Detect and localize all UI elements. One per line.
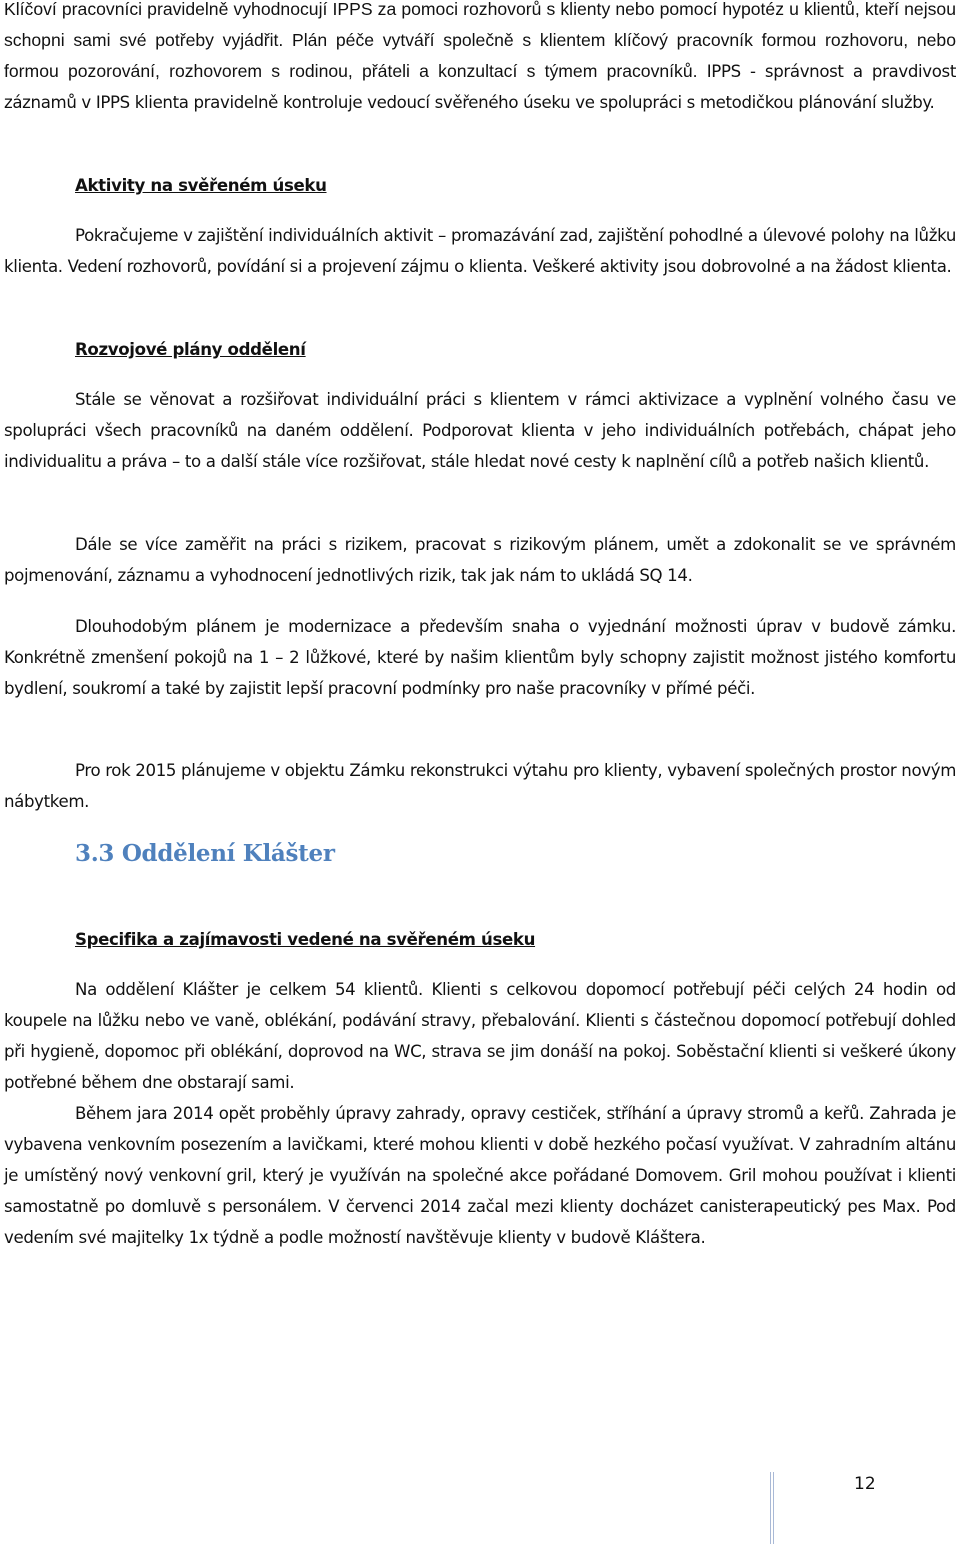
paragraph-ipps-text: IPPS - správnost a pravdivost záznamů v IPPS klienta pravidelně kontroluje vedoucí svěřeného úseku ve spolupráci s metodičkou plánování služby.	[4, 62, 957, 112]
paragraph-specifika-1: Na oddělení Klášter je celkem 54 klientů. Klienti s celkovou dopomocí potřebují péči celých 24 hodin od koupele na lůžku nebo ve vaně, oblékání, podávání stravy, přebalování. Klienti s částečnou dopomocí potřebují dohled při hygieně, dopomoc při oblékání, doprovod na WC, strava se jim donáší na pokoj. Soběstační klienti si veškeré úkony potřebné během dne obstarají sami.	[4, 980, 956, 1092]
heading-aktivity: Aktivity na svěřeném úseku	[75, 176, 327, 195]
paragraph-rozvoj-4: Pro rok 2015 plánujeme v objektu Zámku rekonstrukci výtahu pro klienty, vybavení společných prostor novým nábytkem.	[4, 761, 957, 811]
paragraph-intro	[4, 0, 956, 118]
paragraph-aktivity: Pokračujeme v zajištění individuálních aktivit – promazávání zad, zajištění pohodlné a úlevové polohy na lůžku klienta. Vedení rozhovorů, povídání si a projevení zájmu o klienta. Veškeré aktivity jsou dobrovolné a na žádost klienta.	[4, 226, 956, 276]
paragraph-rozvoj-1: Stále se věnovat a rozšiřovat individuální práci s klientem v rámci aktivizace a vyplnění volného času ve spolupráci všech pracovníků na daném oddělení. Podporovat klienta v jeho individuálních potřebách, chápat jeho individualitu a práva – to a další stále více rozšiřovat, stále hledat nové cesty k naplnění cílů a potřeb našich klientů.	[4, 390, 956, 471]
paragraph-specifika-2: Během jara 2014 opět proběhly úpravy zahrady, opravy cestiček, stříhání a úpravy stromů a keřů. Zahrada je vybavena venkovním posezením a lavičkami, které mohou klienti v době hezkého počasí využívat. V zahradním altánu je umístěný nový venkovní gril, který je využíván na společné akce pořádané Domovem. Gril mohou používat i klienti samostatně po domluvě s personálem. V červenci 2014 začal mezi klienty docházet canisterapeutický pes Max. Pod vedením své majitelky 1x týdně a podle možností navštěvuje klienty v budově Kláštera.	[4, 1104, 956, 1247]
paragraph-intro-text: Klíčoví pracovníci pravidelně vyhodnocují IPPS za pomoci rozhovorů s klienty nebo pomocí hypotéz u klientů, kteří nejsou schopni sami své potřeby vyjádřit. Plán péče vytváří společně s klientem klíčový pracovník formou rozhovoru, nebo formou pozorování, rozhovorem s rodinou, přáteli a konzultací s týmem pracovníků.	[4, 0, 956, 81]
section-heading: 3.3 Oddělení Klášter	[75, 840, 335, 867]
heading-rozvojove-plany: Rozvojové plány oddělení	[75, 340, 306, 359]
page-number: 12	[854, 1474, 876, 1494]
heading-specifika: Specifika a zajímavosti vedené na svěřeném úseku	[75, 930, 536, 949]
footer-rule-line	[773, 1472, 774, 1544]
paragraph-rozvoj-3: Dlouhodobým plánem je modernizace a především snaha o vyjednání možnosti úprav v budově zámku. Konkrétně zmenšení pokojů na 1 – 2 lůžkové, které by našim klientům byly schopny zajistit možnost jistého komfortu bydlení, soukromí a také by zajistit lepší pracovní podmínky pro naše pracovníky v přímé péči.	[4, 617, 956, 698]
footer-rule-line	[770, 1472, 771, 1544]
paragraph-rozvoj-2: Dále se více zaměřit na práci s rizikem, pracovat s rizikovým plánem, umět a zdokonalit se ve správném pojmenování, záznamu a vyhodnocení jednotlivých rizik, tak jak nám to ukládá SQ 14.	[4, 535, 956, 585]
